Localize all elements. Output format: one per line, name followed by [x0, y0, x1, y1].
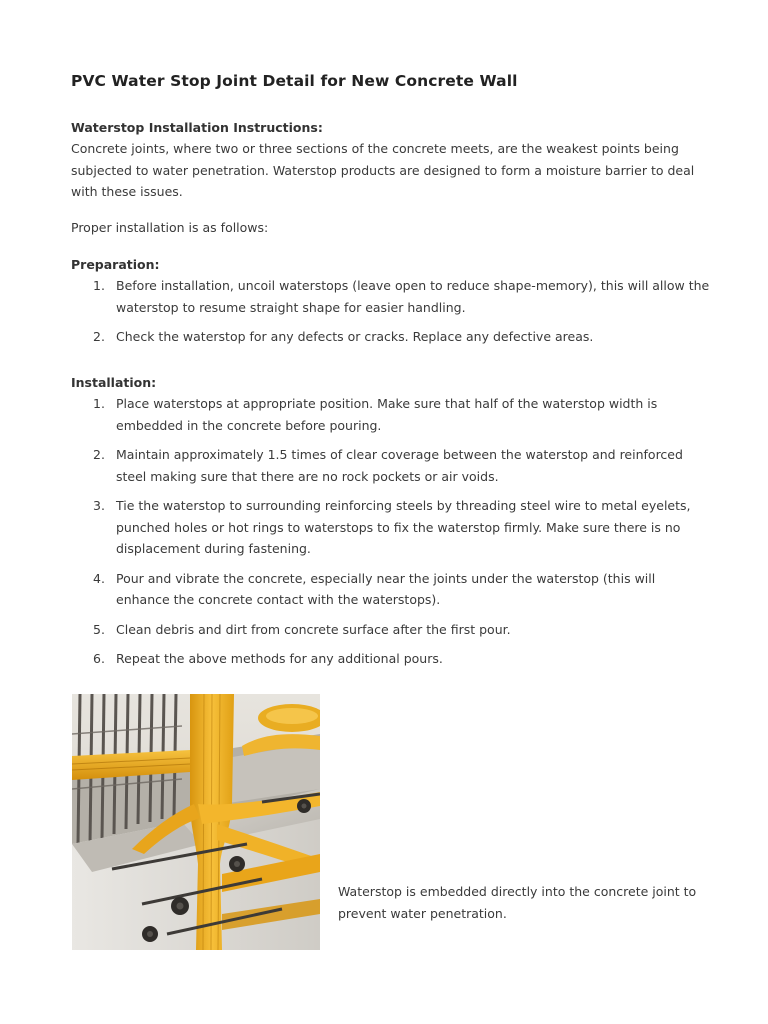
step-number: 2. [93, 329, 105, 344]
installation-step [71, 393, 711, 436]
step-text: Tie the waterstop to surrounding reinforcing steels by threading steel wire to metal eyelets, punched holes or hot rings to waterstops to fix the waterstop firmly. Make sure there is no displacement during fastening. [116, 498, 691, 556]
step-number: 2. [93, 447, 105, 462]
step-text: Repeat the above methods for any additional pours. [116, 651, 443, 666]
intro-heading: Waterstop Installation Instructions: [71, 120, 323, 135]
step-text: Pour and vibrate the concrete, especially near the joints under the waterstop (this will enhance the concrete contact with the waterstops). [116, 570, 656, 607]
intro-section [71, 117, 701, 203]
step-text: Place waterstops at appropriate position. Make sure that half of the waterstop width is embedded in the concrete before pouring. [116, 396, 658, 433]
preparation-step [71, 275, 711, 318]
step-text: Maintain approximately 1.5 times of clear coverage between the waterstop and reinforced steel making sure that there are no rock pockets or air voids. [116, 447, 683, 484]
proper-installation-text: Proper installation is as follows: [71, 220, 269, 235]
step-number: 1. [93, 278, 105, 293]
proper-installation-section [71, 217, 268, 239]
preparation-section [71, 254, 711, 356]
installation-step [71, 495, 711, 560]
preparation-steps [71, 275, 711, 348]
intro-paragraph: Concrete joints, where two or three sections of the concrete meets, are the weakest points being subjected to water penetration. Waterstop products are designed to form a moisture barrier to deal with these issues. [71, 141, 695, 199]
step-text: Before installation, uncoil waterstops (leave open to reduce shape-memory), this will allow the waterstop to resume straight shape for easier handling. [116, 278, 710, 315]
installation-heading: Installation: [71, 375, 157, 390]
step-text: Clean debris and dirt from concrete surface after the first pour. [116, 621, 511, 637]
installation-step [71, 568, 711, 611]
installation-step [71, 444, 711, 487]
installation-step [71, 648, 711, 670]
preparation-heading: Preparation: [71, 257, 160, 272]
step-number: 1. [93, 396, 105, 411]
step-text: Check the waterstop for any defects or cracks. Replace any defective areas. [116, 329, 594, 344]
installation-section [71, 372, 711, 678]
installation-step [71, 619, 711, 641]
step-number: 4. [93, 570, 105, 586]
preparation-step [71, 326, 711, 348]
document-title: PVC Water Stop Joint Detail for New Concrete Wall [71, 72, 518, 90]
step-number: 3. [93, 498, 105, 513]
installation-steps [71, 393, 711, 670]
step-number: 5. [93, 621, 105, 637]
waterstop-photo [72, 694, 320, 950]
step-number: 6. [93, 651, 105, 666]
photo-caption: Waterstop is embedded directly into the concrete joint to prevent water penetration. [338, 884, 697, 921]
